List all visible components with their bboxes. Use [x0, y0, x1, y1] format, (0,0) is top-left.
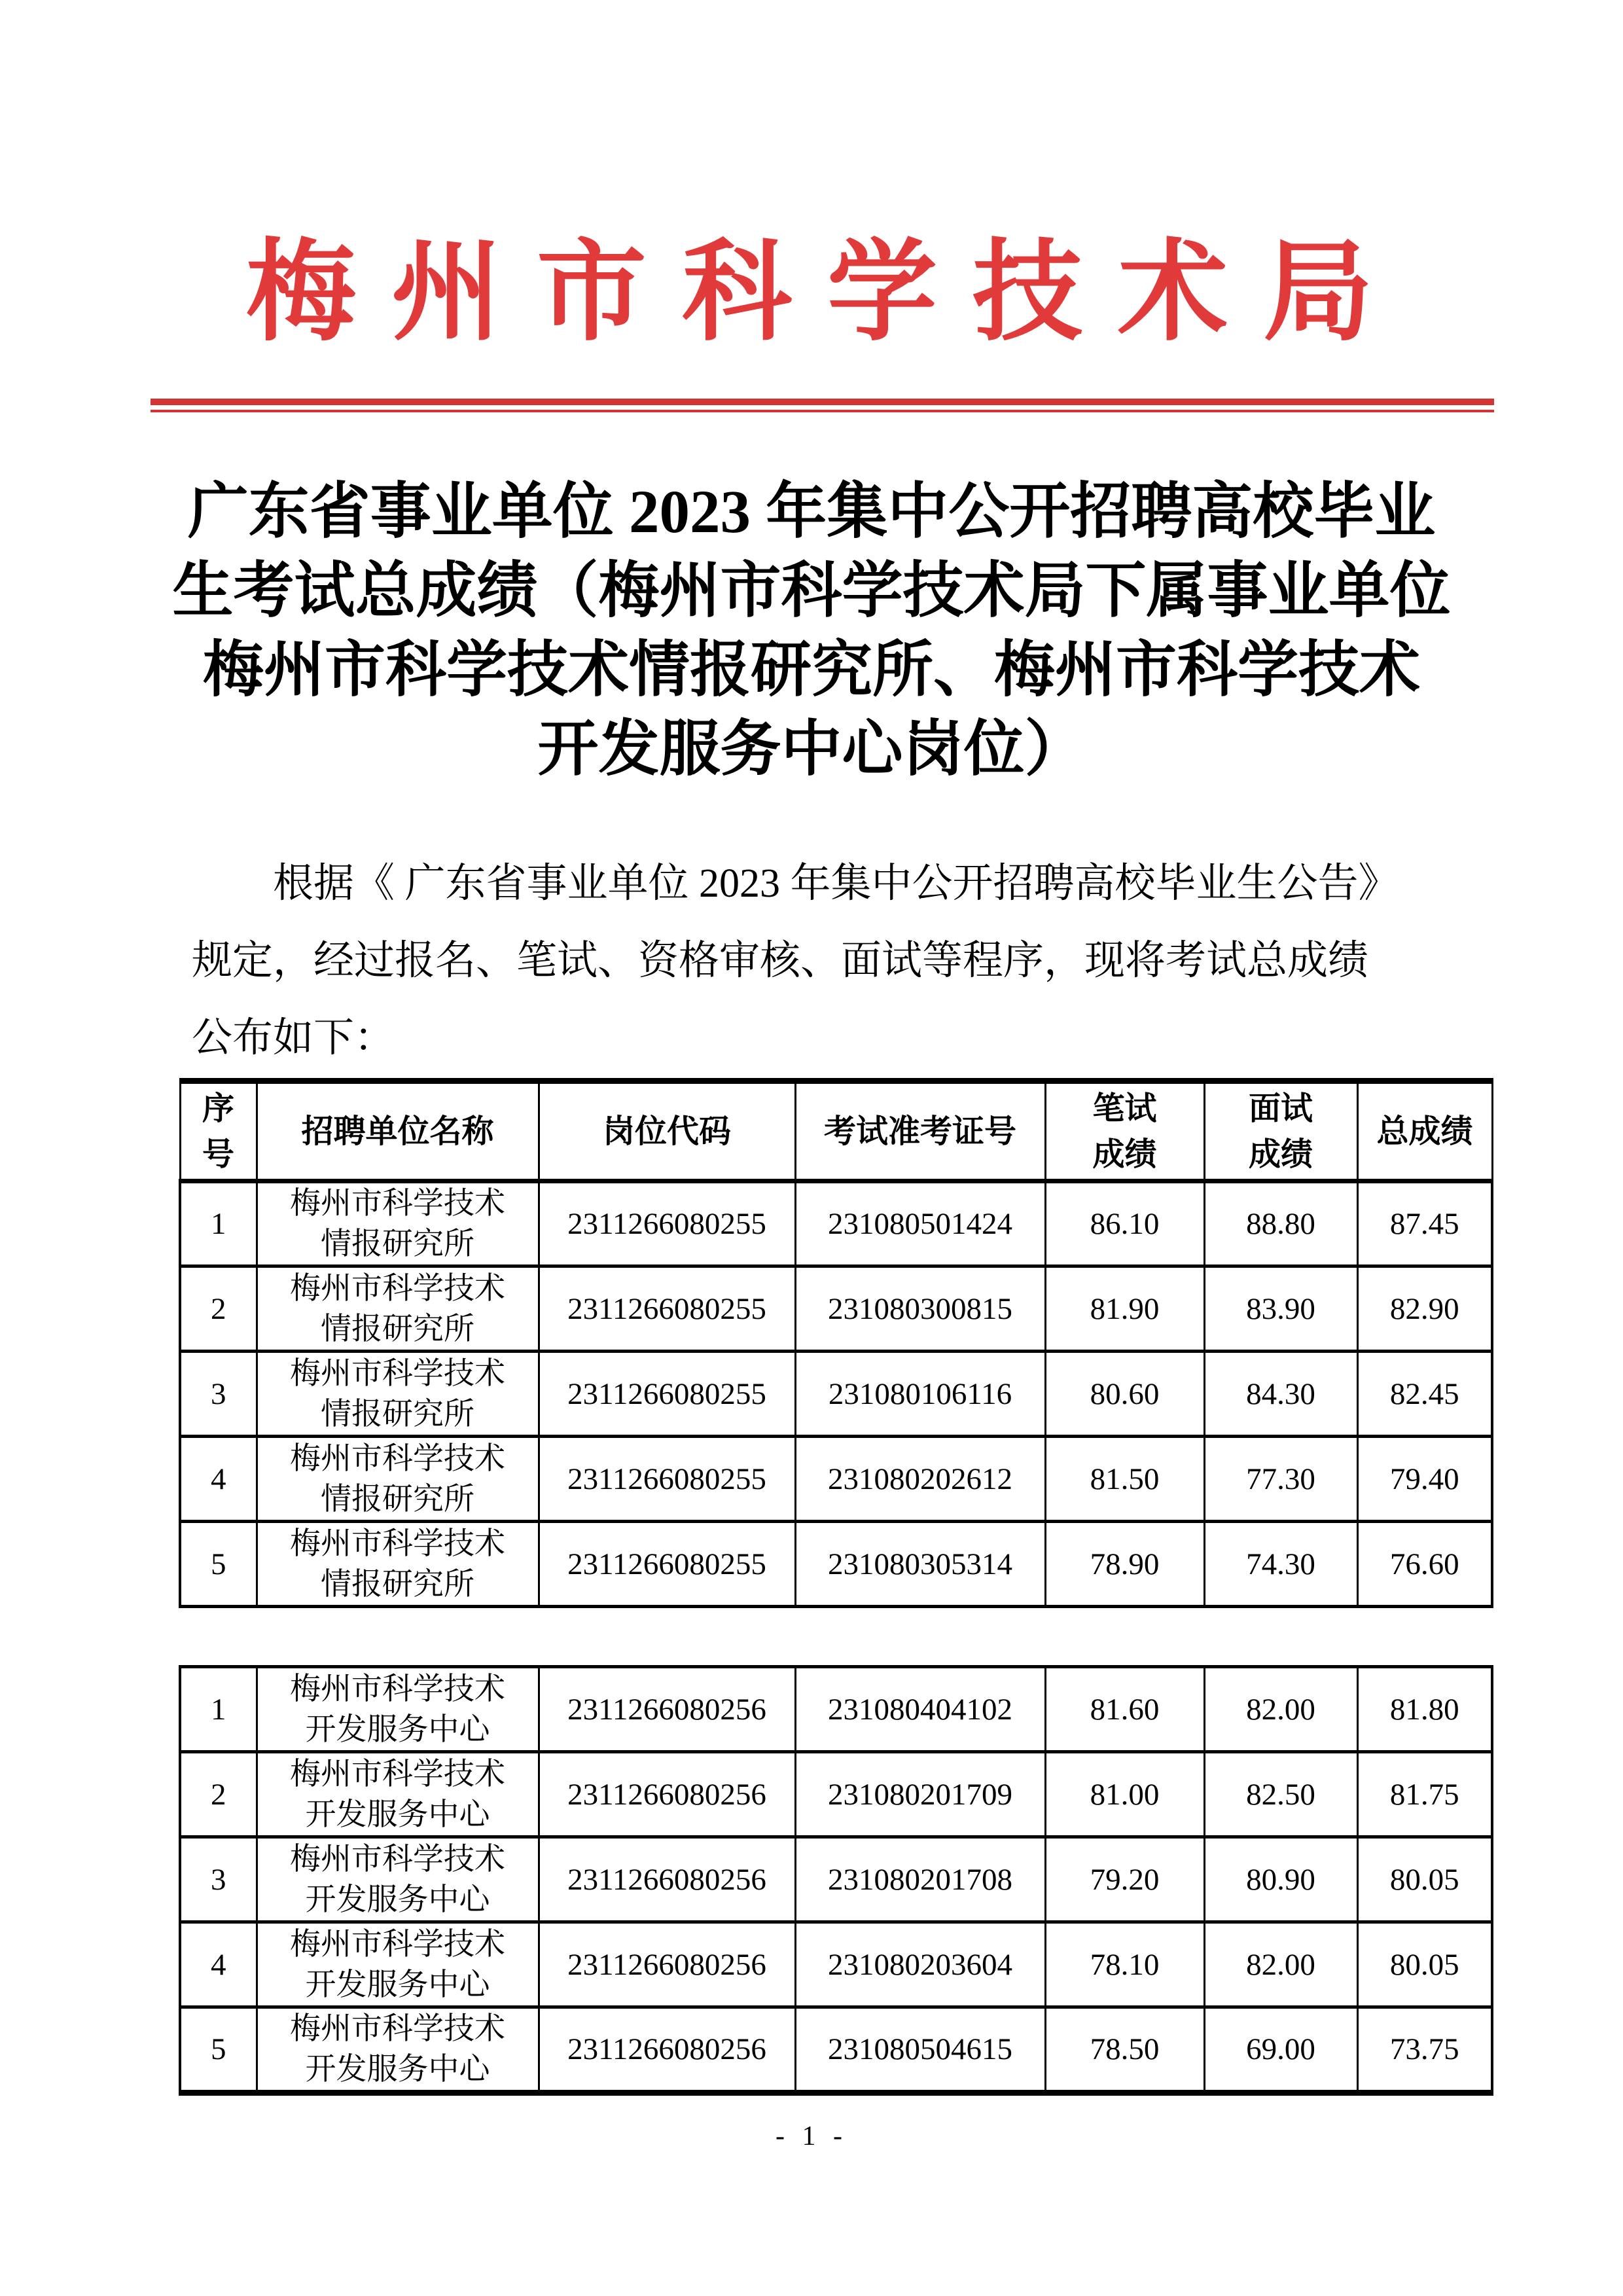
unit-name-line: 情报研究所 [321, 1482, 474, 1516]
table-row [180, 1181, 1492, 1266]
cell-exam-no: 231080404102 [795, 1667, 1045, 1752]
unit-name-line: 梅州市科学技术 [290, 1271, 505, 1306]
column-header-index-line: 号 [202, 1136, 234, 1172]
score-table-body [180, 1181, 1492, 2093]
cell-written-score: 81.50 [1045, 1437, 1204, 1522]
cell-written-score: 78.50 [1045, 2007, 1204, 2093]
unit-name-line: 梅州市科学技术 [290, 1441, 505, 1476]
cell-total-score: 87.45 [1357, 1181, 1492, 1266]
cell-index: 2 [180, 1266, 257, 1352]
cell-index: 4 [180, 1437, 257, 1522]
cell-interview-score: 84.30 [1204, 1352, 1357, 1437]
unit-name-line: 情报研究所 [321, 1397, 474, 1431]
column-header-written-line: 笔试 [1092, 1090, 1157, 1126]
column-header-written-score [1045, 1081, 1204, 1181]
cell-interview-score: 82.00 [1204, 1667, 1357, 1752]
cell-post-code: 2311266080256 [539, 1667, 795, 1752]
column-header-interview-score [1204, 1081, 1357, 1181]
cell-exam-no: 231080203604 [795, 1922, 1045, 2007]
page-number: - 1 - [776, 2121, 847, 2152]
intro-paragraph [192, 845, 1623, 1077]
cell-interview-score: 80.90 [1204, 1837, 1357, 1922]
intro-paragraph-line: 根据《 广东省事业单位 2023 年集中公开招聘高校毕业生公告》 [273, 861, 1399, 906]
document-title-line: 开发服务中心岗位） [537, 716, 1086, 784]
cell-written-score: 80.60 [1045, 1352, 1204, 1437]
document-title-line: 梅州市科学技术情报研究所、梅州市科学技术 [203, 637, 1420, 705]
unit-name-line: 梅州市科学技术 [290, 1526, 505, 1561]
cell-index: 4 [180, 1922, 257, 2007]
column-header-written-line: 成绩 [1092, 1136, 1157, 1172]
column-header-unit: 招聘单位名称 [257, 1081, 539, 1181]
cell-index: 5 [180, 2007, 257, 2093]
cell-index: 1 [180, 1667, 257, 1752]
cell-total-score: 76.60 [1357, 1522, 1492, 1607]
cell-total-score: 82.90 [1357, 1266, 1492, 1352]
cell-unit [257, 1522, 539, 1607]
cell-unit [257, 1922, 539, 2007]
cell-written-score: 79.20 [1045, 1837, 1204, 1922]
cell-written-score: 78.90 [1045, 1522, 1204, 1607]
cell-unit [257, 2007, 539, 2093]
cell-total-score: 73.75 [1357, 2007, 1492, 2093]
column-header-index [180, 1081, 257, 1181]
document-title [0, 473, 1623, 789]
cell-unit [257, 1667, 539, 1752]
table-row [180, 1922, 1492, 2007]
unit-name-line: 梅州市科学技术 [290, 1842, 505, 1876]
divider-thick-line [151, 399, 1494, 405]
unit-name-line: 开发服务中心 [305, 1797, 490, 1832]
unit-name-line: 梅州市科学技术 [290, 2012, 505, 2047]
cell-interview-score: 82.50 [1204, 1752, 1357, 1837]
cell-post-code: 2311266080256 [539, 1837, 795, 1922]
cell-unit [257, 1752, 539, 1837]
column-header-post-code: 岗位代码 [539, 1081, 795, 1181]
document-title-line: 生考试总成绩（梅州市科学技术局下属事业单位 [172, 558, 1451, 626]
table-row [180, 1752, 1492, 1837]
unit-name-line: 情报研究所 [321, 1567, 474, 1602]
unit-name-line: 梅州市科学技术 [290, 1757, 505, 1791]
divider-thin-line [151, 410, 1494, 412]
cell-post-code: 2311266080255 [539, 1266, 795, 1352]
group-spacer-cell [180, 1607, 1492, 1667]
cell-index: 3 [180, 1837, 257, 1922]
table-row [180, 1266, 1492, 1352]
cell-exam-no: 231080106116 [795, 1352, 1045, 1437]
intro-paragraph-line: 规定，经过报名、笔试、资格审核、面试等程序，现将考试总成绩 [192, 939, 1369, 984]
letterhead-divider [151, 399, 1494, 412]
table-row [180, 1837, 1492, 1922]
column-header-total-score: 总成绩 [1357, 1081, 1492, 1181]
cell-written-score: 86.10 [1045, 1181, 1204, 1266]
unit-name-line: 开发服务中心 [305, 1967, 490, 2002]
table-row [180, 1522, 1492, 1607]
cell-post-code: 2311266080255 [539, 1437, 795, 1522]
column-header-index-line: 序 [202, 1090, 234, 1126]
agency-letterhead: 梅 州 市 科 学 技 术 局 [246, 232, 1377, 354]
cell-total-score: 80.05 [1357, 1837, 1492, 1922]
cell-written-score: 78.10 [1045, 1922, 1204, 2007]
cell-post-code: 2311266080255 [539, 1522, 795, 1607]
cell-exam-no: 231080202612 [795, 1437, 1045, 1522]
cell-written-score: 81.00 [1045, 1752, 1204, 1837]
unit-name-line: 梅州市科学技术 [290, 1927, 505, 1962]
intro-paragraph-line: 公布如下： [192, 1016, 395, 1061]
cell-total-score: 80.05 [1357, 1922, 1492, 2007]
cell-exam-no: 231080504615 [795, 2007, 1045, 2093]
cell-interview-score: 74.30 [1204, 1522, 1357, 1607]
cell-post-code: 2311266080255 [539, 1181, 795, 1266]
cell-written-score: 81.60 [1045, 1667, 1204, 1752]
cell-unit [257, 1352, 539, 1437]
unit-name-line: 开发服务中心 [305, 1882, 490, 1917]
score-table-header [180, 1081, 1492, 1181]
cell-exam-no: 231080305314 [795, 1522, 1045, 1607]
cell-exam-no: 231080300815 [795, 1266, 1045, 1352]
cell-unit [257, 1181, 539, 1266]
cell-total-score: 81.80 [1357, 1667, 1492, 1752]
table-row [180, 2007, 1492, 2093]
unit-name-line: 梅州市科学技术 [290, 1356, 505, 1391]
column-header-interview-line: 成绩 [1248, 1136, 1313, 1172]
column-header-exam-no: 考试准考证号 [795, 1081, 1045, 1181]
cell-post-code: 2311266080256 [539, 1922, 795, 2007]
cell-post-code: 2311266080256 [539, 2007, 795, 2093]
cell-interview-score: 88.80 [1204, 1181, 1357, 1266]
cell-total-score: 82.45 [1357, 1352, 1492, 1437]
cell-total-score: 81.75 [1357, 1752, 1492, 1837]
cell-unit [257, 1437, 539, 1522]
unit-name-line: 开发服务中心 [305, 2053, 490, 2087]
cell-index: 1 [180, 1181, 257, 1266]
unit-name-line: 情报研究所 [321, 1227, 474, 1262]
table-row [180, 1667, 1492, 1752]
cell-interview-score: 69.00 [1204, 2007, 1357, 2093]
unit-name-line: 梅州市科学技术 [290, 1672, 505, 1706]
column-header-interview-line: 面试 [1248, 1090, 1313, 1126]
cell-written-score: 81.90 [1045, 1266, 1204, 1352]
cell-index: 5 [180, 1522, 257, 1607]
cell-interview-score: 77.30 [1204, 1437, 1357, 1522]
unit-name-line: 开发服务中心 [305, 1712, 490, 1747]
document-title-line: 广东省事业单位 2023 年集中公开招聘高校毕业 [187, 478, 1436, 547]
cell-exam-no: 231080501424 [795, 1181, 1045, 1266]
score-table [179, 1078, 1493, 2096]
cell-index: 3 [180, 1352, 257, 1437]
unit-name-line: 情报研究所 [321, 1312, 474, 1346]
table-row [180, 1437, 1492, 1522]
cell-total-score: 79.40 [1357, 1437, 1492, 1522]
unit-name-line: 梅州市科学技术 [290, 1187, 505, 1221]
cell-post-code: 2311266080256 [539, 1752, 795, 1837]
cell-unit [257, 1266, 539, 1352]
cell-interview-score: 83.90 [1204, 1266, 1357, 1352]
cell-post-code: 2311266080255 [539, 1352, 795, 1437]
cell-exam-no: 231080201708 [795, 1837, 1045, 1922]
cell-index: 2 [180, 1752, 257, 1837]
cell-interview-score: 82.00 [1204, 1922, 1357, 2007]
cell-exam-no: 231080201709 [795, 1752, 1045, 1837]
table-row [180, 1352, 1492, 1437]
group-spacer-row [180, 1607, 1492, 1667]
cell-unit [257, 1837, 539, 1922]
